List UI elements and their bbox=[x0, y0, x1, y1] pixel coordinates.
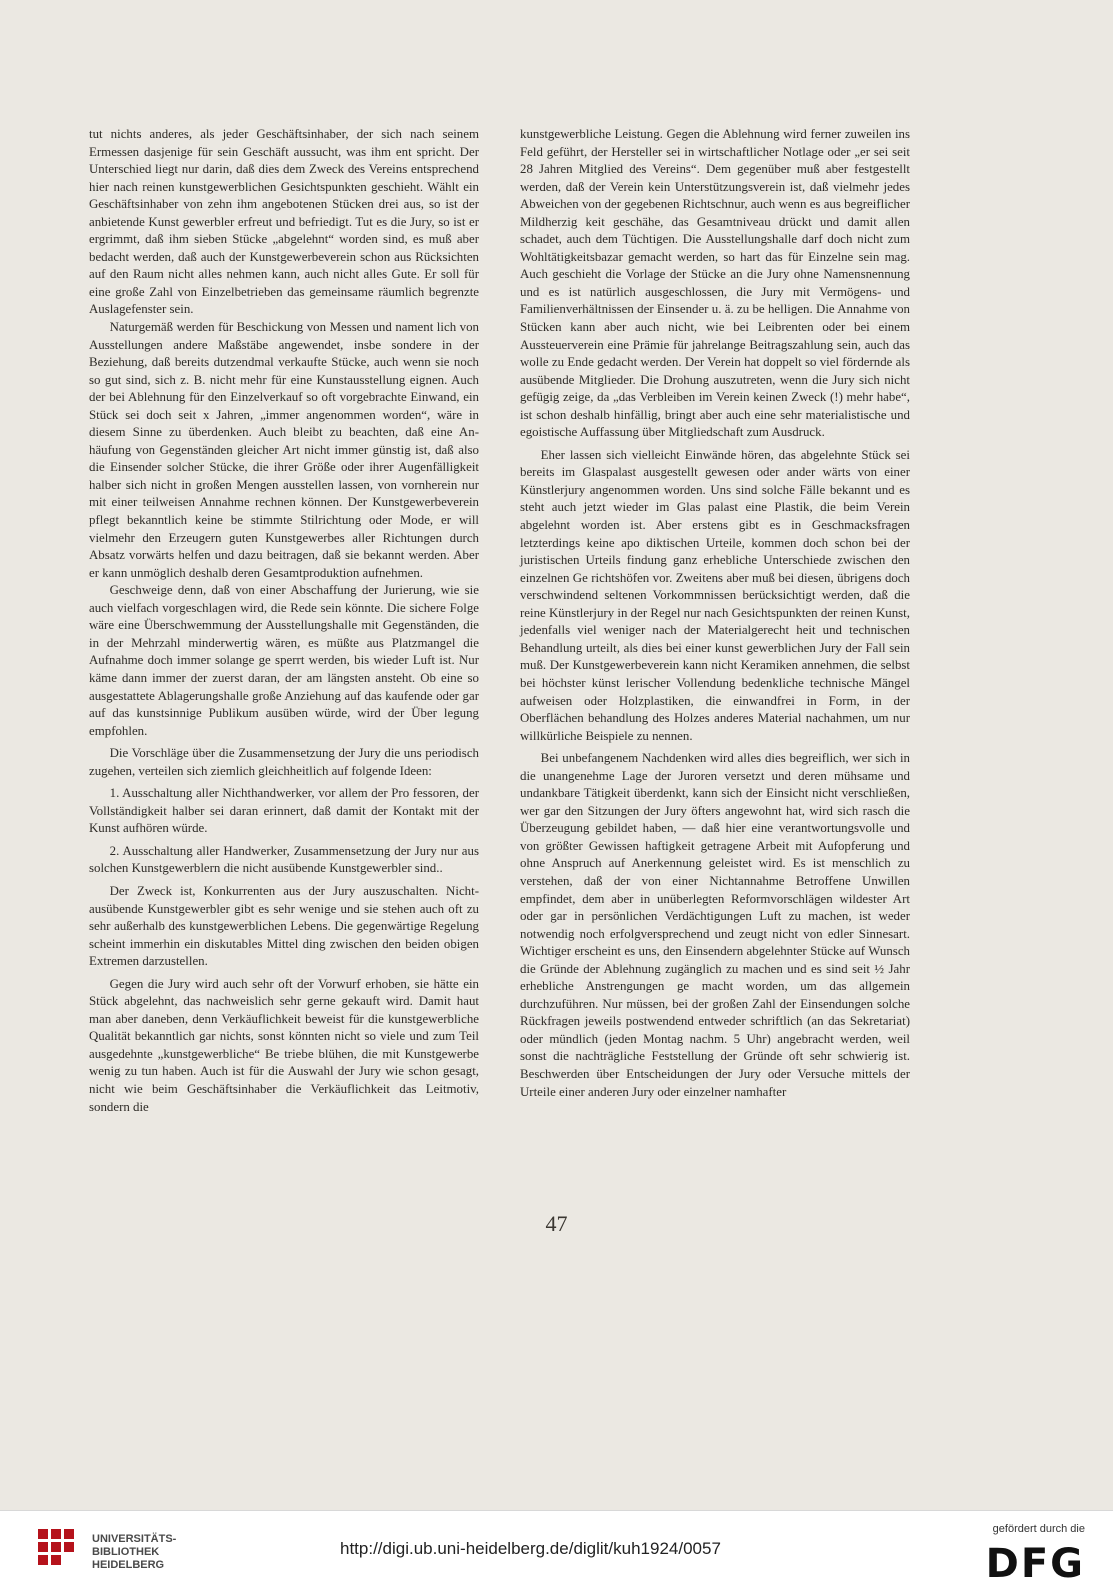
paragraph: Geschweige denn, daß von einer Abschaffung der Jurierung, wie sie auch vielfach vorgeschlagen wird, die Rede sein könnte. Die sichere Folge wäre eine Überschwemmung der Ausstellungshalle mit Gegenständen, die in der Mehrzahl minderwertig wären, es müßte aus Platzmangel die Aufnahme doch immer solange ge sperrt werden, bis wieder Luft ist. Nur käme dann immer der zuerst daran, der am längsten ansteht. Ob eine so ausgestattete Ablagerungshalle große Anziehung auf das kaufende oder gar auf das kunstsinnige Publikum ausüben würde, wird der Über legung empfohlen. bbox=[89, 583, 479, 738]
paragraph: Die Vorschläge über die Zusammensetzung der Jury die uns periodisch zugehen, verteilen sich ziemlich gleichheitlich auf folgende Ideen: bbox=[89, 746, 479, 778]
paragraph: Der Zweck ist, Konkurrenten aus der Jury auszuschalten. Nicht ausübende Kunstgewerbler gibt es sehr wenige und sie stehen auch oft zu sehr außerhalb des kunstgewerblichen Lebens. Die gegenwärtige Regelung scheint immerhin ein diskutables Mittel ding zwischen den beiden obigen Extremen darzustellen. bbox=[89, 883, 479, 969]
paragraph: tut nichts anderes, als jeder Geschäftsinhaber, der sich nach seinem Ermessen dasjenige für sein Geschäft aussucht, was ihm ent spricht. Der Unterschied liegt nur darin, daß dies dem Zweck des Vereins entsprechend hier nach reinen kunstgewerblichen Gesichtspunkten geschieht. Wählt ein Geschäftsinhaber von zehn ihm angebotenen Stücken drei aus, so ist der anbietende Kunst gewerbler erfreut und befriedigt. Tut es die Jury, so ist er ergrimmt, daß ihm sieben Stücke „abgelehnt“ worden sind, es muß aber bedacht werden, daß auch der Kunstgewerbeverein schon aus Rücksichten auf den Raum nicht alles nehmen kann, auch nicht alles Gute. Er soll für eine große Zahl von Einzelbetrieben das gemeinsame räumlich begrenzte Auslagefenster sein. bbox=[89, 127, 479, 317]
paragraph: Eher lassen sich vielleicht Einwände hören, das abgelehnte Stück sei bereits im Glaspalast ausgestellt gewesen oder ander wärts von einer Künstlerjury angenommen worden. Uns sind solche Fälle bekannt und es steht auch jetzt wieder im Glas palast eine Plastik, die beim Verein abgelehnt worden ist. Aber erstens gibt es in Geschmacksfragen letzterdings keine apo diktischen Urteile, kommen doch schon bei der juristischen Urteils findung ganz erhebliche Unterschiede zwischen den einzelnen Ge richtshöfen vor. Zweitens aber muß bei diesen, übrigens doch verschwindend seltenen Vorkommnissen berücksichtigt werden, daß die reine Künstlerjury in der Regel nur nach Gesichtspunkten der reinen Kunst, jedenfalls viel weniger nach der Materialgerecht heit und technischen Behandlung urteilt, als dies bei einer kunst gewerblichen Jury der Fall sein muß. Der Kunstgewerbeverein kann nicht Keramiken annehmen, die selbst bei höchster künst lerischer Vollendung bedenkliche technische Mängel aufweisen oder Holzplastiken, die einwandfrei in Form, in der Oberflächen behandlung des Holzes anderes Material nachahmen, um nur willkürliche Beispiele zu nennen. bbox=[520, 447, 910, 743]
list-item: 2. Ausschaltung aller Handwerker, Zusammensetzung der Jury nur aus solchen Kunstgewerblern die nicht ausübende Kunstgewerbler sind.. bbox=[89, 843, 479, 876]
list-item: 1. Ausschaltung aller Nichthandwerker, vor allem der Pro fessoren, der Vollständigkeit halber sei daran erinnert, daß damit der Kontakt mit der Kunst aufhören würde. bbox=[89, 786, 479, 836]
university-seal-icon bbox=[38, 1529, 86, 1575]
permalink[interactable]: http://digi.ub.uni-heidelberg.de/diglit/kuh1924/0057 bbox=[340, 1539, 721, 1558]
library-name: UNIVERSITÄTS- BIBLIOTHEK HEIDELBERG bbox=[92, 1533, 177, 1571]
paragraph: Gegen die Jury wird auch sehr oft der Vorwurf erhoben, sie hätte ein Stück abgelehnt, das nachweislich sehr gerne gekauft wird. Damit haut man aber daneben, denn Verkäuflichkeit beweist für die kunstgewerbliche Qualität bekanntlich gar nichts, sonst könnten nicht so viele und zum Teil ausgedehnte „kunstgewerbliche“ Be triebe blühen, die mit Kunstgewerbe wenig zu tun haben. Auch ist für die Auswahl der Jury wie schon gesagt, nicht wie beim Geschäftsinhaber die Verkäuflichkeit das Leitmotiv, sondern die bbox=[89, 976, 479, 1114]
paragraph: Naturgemäß werden für Beschickung von Messen und nament lich von Ausstellungen andere Maßstäbe angewendet, insbe sondere in der Beziehung, daß bereits dutzendmal verkaufte Stücke, auch wenn sie noch so gut sind, sich z. B. nicht mehr für eine Kunstausstellung eignen. Auch der bei Ablehnung für den Einzelverkauf so oft vorgebrachte Einwand, ein Stück sei doch seit x Jahren, „immer angenommen worden“, wäre in diesem Sinne zu überdenken. Auch bleibt zu beachten, daß eine An häufung von Gegenständen gleicher Art nicht immer günstig ist, daß also die Einsender solcher Stücke, die ihrer Größe oder ihrer Augenfälligkeit halber sich nicht in großen Mengen ausstellen lassen, von vornherein nur mit einer teilweisen Annahme rechnen können. Der Kunstgewerbeverein pflegt bekanntlich keine be stimmte Stilrichtung oder Mode, er will vielmehr den Erzeugern guten Kunstgewerbes aller Richtungen durch Absatz vorwärts helfen und dazu beitragen, daß sie bekannt werden. Aber er kann unmöglich deshalb deren Gesamtproduktion aufnehmen. bbox=[89, 320, 479, 580]
funded-by-label: gefördert durch die bbox=[992, 1523, 1085, 1535]
paragraph: kunstgewerbliche Leistung. Gegen die Ablehnung wird ferner zuweilen ins Feld geführt, der Hersteller sei in wirtschaftlicher Notlage oder „er sei seit 28 Jahren Mitglied des Vereins“. Dem gegenüber muß aber festgestellt werden, daß der Verein kein Unterstützungsverein ist, daß vielmehr jedes Abweichen von der gegebenen Richtschnur, auch wenn es aus begreiflicher Mildherzig keit geschähe, das Gesamtniveau drückt und damit allen schadet, auch dem Tüchtigen. Die Ausstellungshalle darf doch nicht zum Wohltätigkeitsbazar gemacht werden, so hart das für Einzelne sein mag. Auch geschieht die Vorlage der Stücke an die Jury ohne Namensnennung und es ist natürlich ausgeschlossen, die Jury mit Vermögens- und Familienverhältnissen der Einsender u. ä. zu be helligen. Die Annahme von Stücken kann aber auch nicht, wie bei Leibrenten oder bei einem Aussteuerverein eine Prämie für jahrelange Beitragszahlung sein, auch das wolle zu Ende gedacht werden. Der Verein hat doppelt so viel fördernde als ausübende Mitglieder. Die Drohung auszutreten, wenn die Jury sich nicht gefügig zeige, da „das Verbleiben im Verein keinen Zweck (!) mehr habe“, ist schon deshalb hinfällig, bringt aber auch eine sehr materialistische und egoistische Auffassung über Mitgliedschaft zum Ausdruck. bbox=[520, 127, 910, 440]
left-column bbox=[89, 126, 479, 1116]
footer-bar bbox=[0, 1510, 1113, 1594]
paragraph: Bei unbefangenem Nachdenken wird alles dies begreiflich, wer sich in die unangenehme Lage der Juroren versetzt und deren mühsame und undankbare Tätigkeit überdenkt, kann sich der Einsicht nicht verschließen, wer gar den Sitzungen der Jury öfters angewohnt hat, wird sich rasch die Überzeugung gebildet haben, — daß hier eine verantwortungsvolle und von größter Gewissen haftigkeit getragene Arbeit mit Aufopferung und ohne Anspruch auf Anerkennung geleistet wird. Es ist menschlich zu verstehen, daß der von einer Nichtannahme Betroffene Unwillen empfindet, dem aber in unüberlegten Reformvorschlägen wildester Art oder gar in persönlichen Verdächtigungen Luft zu machen, ist weder notwendig noch erfolgversprechend und zeugt nicht von edler Sinnesart. Wichtiger erscheint es uns, den Einsendern abgelehnter Stücke auf Wunsch die Gründe der Ablehnung zugänglich zu machen und es sind seit ½ Jahr erhebliche Anstrengungen ge macht worden, um das allgemein durchzuführen. Nur müssen, bei der großen Zahl der Einsendungen solche Rückfragen jeweils postwendend entweder schriftlich (an das Sekretariat) oder mündlich (jeden Montag nachm. 5 Uhr) angebracht werden, weil sonst die nachträgliche Feststellung der Gründe oft sehr schwierig ist. Beschwerden über Entscheidungen der Jury oder Versuche mittels der Urteile einer anderen Jury oder einzelner namhafter bbox=[520, 751, 910, 1099]
right-column bbox=[520, 126, 910, 1101]
page-number: 47 bbox=[545, 1211, 568, 1236]
dfg-logo: DFG bbox=[985, 1541, 1085, 1587]
